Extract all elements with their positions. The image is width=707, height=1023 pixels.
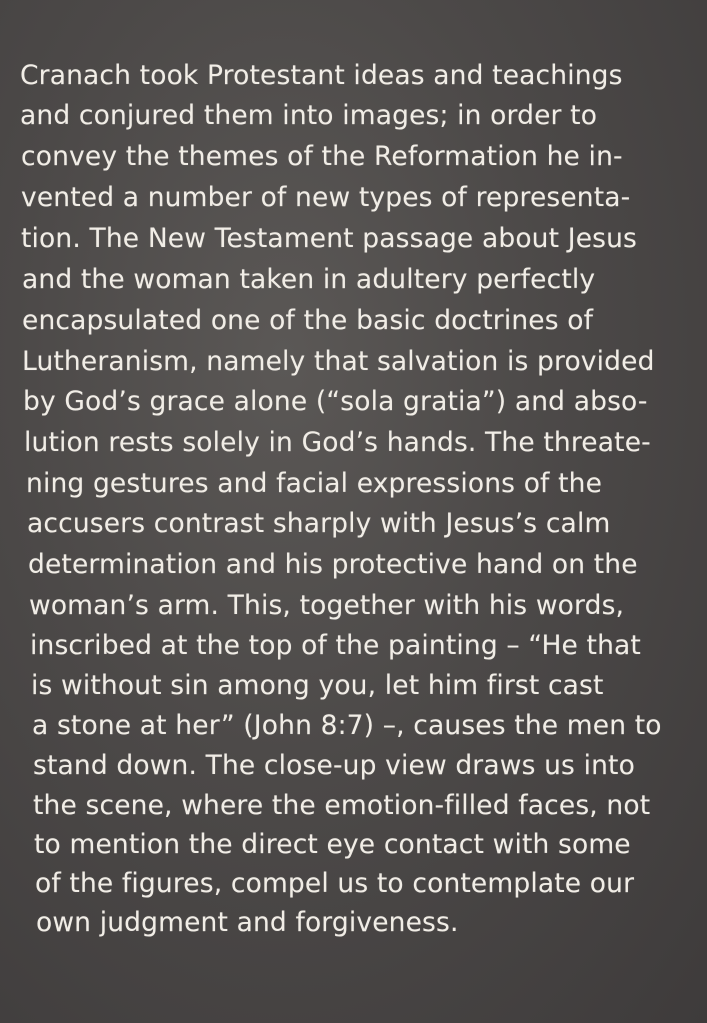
paragraph-line: Cranach took Protestant ideas and teachings (20, 60, 623, 91)
paragraph-line: and the woman taken in adultery perfectly (22, 264, 596, 295)
paragraph-line: encapsulated one of the basic doctrines of (22, 305, 594, 336)
paragraph-line: vented a number of new types of representa- (21, 182, 631, 213)
paragraph-line: Lutheranism, namely that salvation is provided (22, 346, 655, 377)
paragraph-line: a stone at her” (John 8:7) –, causes the men to (32, 710, 662, 741)
paragraph-line: is without sin among you, let him first cast (31, 670, 604, 701)
cropped-heading (170, 0, 370, 10)
paragraph-line: stand down. The close-up view draws us into (33, 750, 635, 781)
paragraph-line: and conjured them into images; in order to (20, 100, 598, 131)
paragraph-line: lution rests solely in God’s hands. The threate- (24, 427, 651, 458)
paragraph-line: of the figures, compel us to contemplate our (35, 868, 635, 899)
paragraph-line: convey the themes of the Reformation he in- (21, 141, 623, 172)
paragraph-line: woman’s arm. This, together with his words, (29, 590, 625, 621)
paragraph-line: ning gestures and facial expressions of the (26, 468, 603, 499)
paragraph-line: determination and his protective hand on the (28, 549, 638, 580)
paragraph-line: to mention the direct eye contact with some (34, 829, 631, 860)
paragraph-line: accusers contrast sharply with Jesus’s calm (27, 508, 611, 539)
paragraph-line: the scene, where the emotion-filled faces, not (33, 790, 651, 821)
paragraph-line: by God’s grace alone (“sola gratia”) and abso- (23, 386, 648, 417)
paragraph-line: own judgment and forgiveness. (36, 907, 459, 938)
paragraph-line: tion. The New Testament passage about Jesus (21, 223, 638, 254)
paragraph-line: inscribed at the top of the painting – “He that (30, 630, 641, 661)
